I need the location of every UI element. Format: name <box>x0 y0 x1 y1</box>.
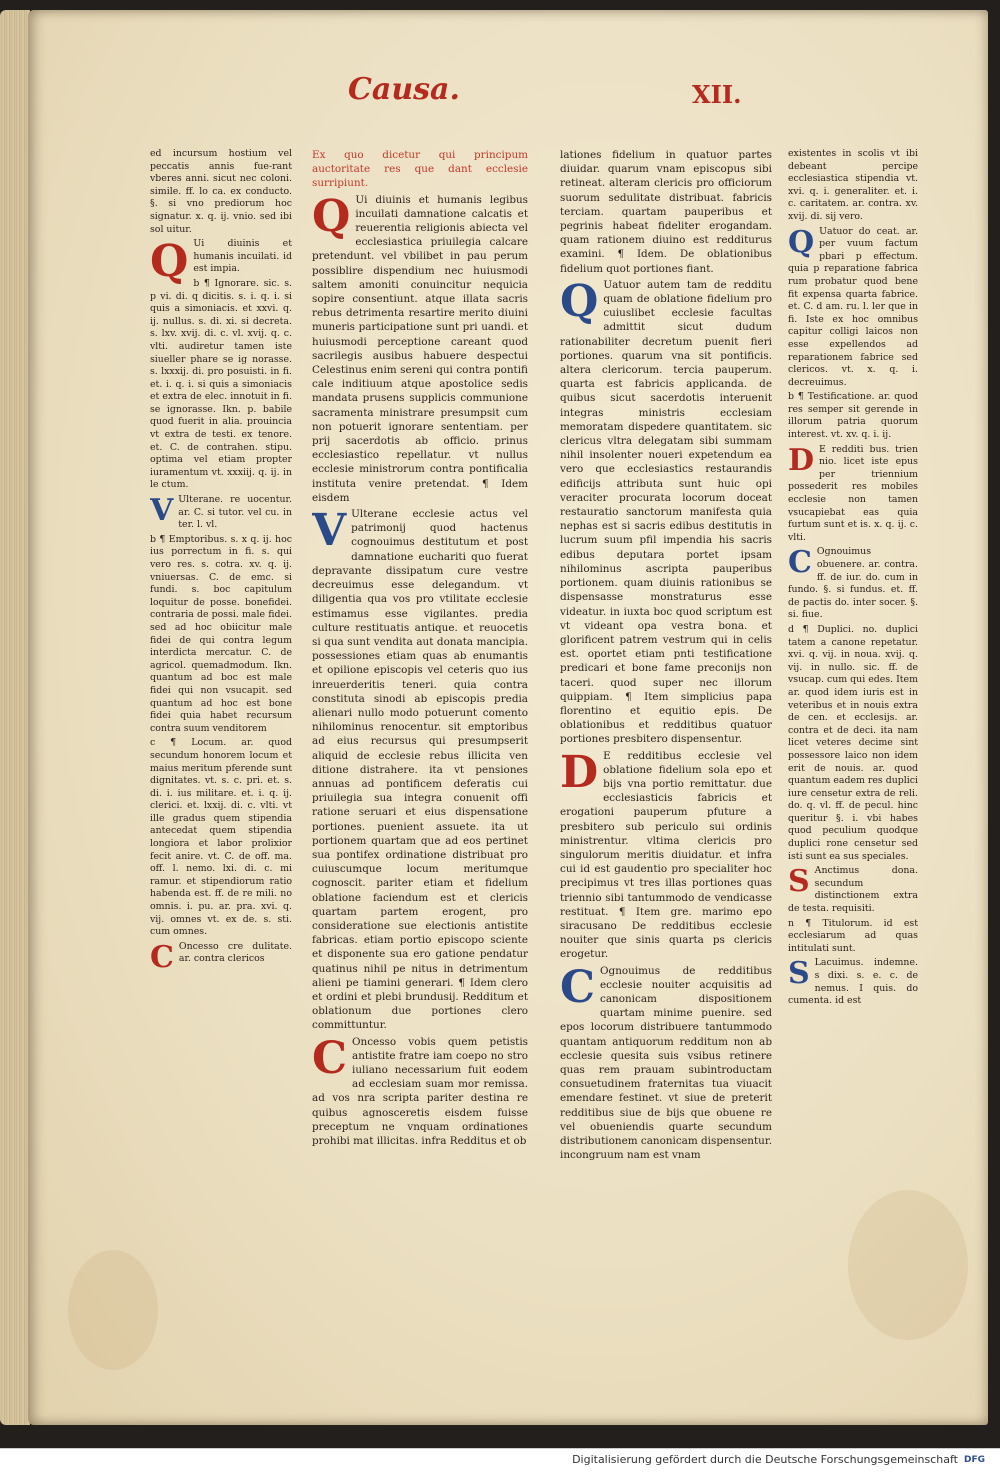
text-paragraph: D E redditibus ecclesie vel oblatione fidelium sola epo et bijs vna portio remittatur. due ecclesiasticis fabricis et erogationi pauperum pfuture a presbitero sub periculo sui ordinis ministrentur. vltima clericis pro singulorum meritis diuidatur. et infra cui id est gaudentio pro specialiter hoc precipimus vt tres illas portiones quas triennio sibi tantummodo de vendicasse restituat. ¶ Item gre. marimo epo siracusano De redditibus ecclesie nouiter que sinis quarta ps clericis erogetur. <box>560 746 772 961</box>
decorated-initial: C <box>788 545 812 581</box>
text-column-main-right <box>560 148 772 1198</box>
text-paragraph: lationes fidelium in quatuor partes diuidar. quarum vnam episcopus sibi retineat. alteram clericis pro officiorum suorum sedulitate distribuat. fabricis terciam. quartam pauperibus et pegrinis habeat fideliter erogandam. quam rationem diuino est redditurus examini. ¶ Idem. De oblationibus fidelium quot portiones fiant. <box>560 149 772 275</box>
gloss-paragraph: b ¶ Testificatione. ar. quod res semper sit gerende in illorum patria quorum interest. vt. xv. q. i. ij. <box>788 391 918 441</box>
decorated-initial: V <box>150 493 174 529</box>
footer-credit: Digitalisierung gefördert durch die Deutsche Forschungsgemeinschaft <box>572 1453 958 1466</box>
gloss-column-left <box>150 148 292 1203</box>
gloss-paragraph: existentes in scolis vt ibi debeant percipe ecclesiastica stipendia vt. xvi. q. i. generaliter. et. i. c. caritatem. ar. contra. xv. xvij. di. sij vero. <box>788 148 918 222</box>
gloss-paragraph: Q Uatuor do ceat. ar. per vuum factum pbari p effectum. quia p reparatione fabrica rum probatur quod bene fit expensa quarta fabrice. et. C. d am. ru. l. ler que in fi. Iste ex hoc omnibus capitur colligi laicos non esse expellendos ad reparationem fabrice sed clericos. vt. x. q. i. decreuimus. <box>788 224 918 388</box>
page-edge <box>0 10 30 1425</box>
gloss-paragraph: n ¶ Titulorum. id est ecclesiarum ad quas intitulati sunt. <box>788 917 918 954</box>
decorated-initial: D <box>560 746 599 798</box>
gloss-paragraph: b ¶ Emptoribus. s. x q. ij. hoc ius porrectum in fi. s. qui vero res. s. cotra. xv. q. ij. vniuersas. C. de emc. si fundi. s. boc capitulum loquitur de posse. bonefidei. contraria de possi. male fidei. sed ad hoc obiicitur male fidei de qui contra legum interdicta mercatur. C. de agricol. quemadmodum. Ikn. quantum ad boc est male fidei qui non vsucapit. sed quantum ad hoc est bone fidei quia habet recursum contra suum venditorem <box>150 533 292 734</box>
gloss-paragraph: b ¶ Ignorare. sic. s. p vi. di. q dicitis. s. i. q. i. si quis a simoniacis. et xxvi. q. ij. nullus. s. di. xi. si decreta. s. lxv. xvij. di. c. vl. xvij. q. c. vlti. audiretur tamen iste siueller phare se ig norasse. s. lxxxij. di. pro posuisti. in fi. et. i. q. i. si quis a simoniacis et extra de elec. innotuit in fi. se ignorasse. Ikn. p. babile quod fuerit in alia. prouincia vt extra de testi. ex tenore. et. C. de contrahen. stipu. optima vel etiam propter iuramentum vt. xxxiij. q. ij. in le ctum. <box>150 277 292 491</box>
text-paragraph: Q Ui diuinis et humanis legibus incuilati damnatione calcatis et reuerentia religionis abiecta vel ecclesiastica priuilegia calcare pretendunt. vel vbilibet in pau perum possiblire dispendium nec huiusmodi saltem amoniti conuincitur nequicia sopire consentiunt. atque illata sacris rebus detrimenta resartire merito diuini muneris participatione sunt pri uandi. et huiusmodi perceptione careant quod sacrilegis ausibus habuere despectui Celestinus enim sereni qui contra pontifi cale inditiuum atque apostolice sedis mandata prusens supplicis communione sacramenta ministrare presumpsit cum non potuerit ignorare sententiam. per prij sacerdotis ab officio. prinus ecclesiastico repellatur. vt nullus ecclesie ministrorum contra pontificalia instituta venire pretendat. ¶ Idem eisdem <box>312 190 528 504</box>
gloss-paragraph: c ¶ Locum. ar. quod secundum honorem locum et maius meritum pferende sunt dignitates. vt. s. c. pri. et. s. di. i. ius militare. et. i. q. ij. clerici. et. lxxij. di. c. vlti. vt ille gradus quem stipendia antecedat quem stipendia longiora et labor prolixior fecit anire. vt. C. de off. ma. off. l. nemo. lxi. di. c. mi ramur. et stipendiorum ratio habenda est. ff. de re mili. no omnis. i. pu. ar. pra. xvi. q. vij. omnes vt. ex de. s. sti. cum omnes. <box>150 737 292 938</box>
decorated-initial: S <box>788 864 810 900</box>
gloss-paragraph: S Lacuimus. indemne. s dixi. s. e. c. de nemus. I quis. do cumenta. id est <box>788 956 918 1007</box>
paper-stain <box>848 1190 968 1340</box>
gloss-paragraph: ed incursum hostium vel peccatis annis fue-rant vberes anni. sicut nec coloni. simile. ff. lo ca. ex conducto. §. si vno prediorum hoc signatur. x. q. ij. vnio. sed ibi sol uitur. <box>150 148 292 235</box>
decorated-initial: C <box>560 961 596 1013</box>
decorated-initial: Q <box>150 236 189 288</box>
gloss-paragraph: V Ulterane. re uocentur. ar. C. si tutor. vel cu. in ter. l. vl. <box>150 493 292 531</box>
decorated-initial: C <box>150 939 174 975</box>
gloss-paragraph: C Ognouimus obuenere. ar. contra. ff. de iur. do. cum in fundo. §. si fundus. et. ff. de pactis do. inter socer. §. si. fiue. <box>788 545 918 621</box>
gloss-paragraph: C Oncesso cre dulitate. ar. contra clericos <box>150 939 292 975</box>
gloss-column-right <box>788 148 918 1203</box>
running-head-causa: Causa. <box>348 72 460 107</box>
paper-stain <box>68 1250 158 1370</box>
decorated-initial: D <box>788 442 815 478</box>
dfg-logo-icon: DFG <box>964 1455 986 1465</box>
gloss-paragraph: D E redditi bus. trien nio. licet iste epus per triennium possederit res mobiles ecclesie non tamen vsucapiebat eas quia furtum sunt et is. x. q. ij. c. vlti. <box>788 442 918 543</box>
gloss-paragraph: S Anctimus dona. secundum distinctionem extra de testa. requisiti. <box>788 864 918 915</box>
rubric: Ex quo dicetur qui principum auctoritate res que dant ecclesie surripiunt. <box>312 149 528 190</box>
footer-bar <box>0 1448 1000 1472</box>
decorated-initial: C <box>312 1032 348 1084</box>
running-head-number: XII. <box>692 80 742 109</box>
decorated-initial: V <box>312 505 347 557</box>
gloss-paragraph: Q Ui diuinis et humanis incuilati. id est impia. <box>150 236 292 288</box>
decorated-initial: Q <box>312 190 351 242</box>
text-column-main-left <box>312 148 528 1198</box>
gloss-paragraph: d ¶ Duplici. no. duplici tatem a canone repetatur. xvi. q. vij. in noua. xvij. q. vij. in nullo. sic. ff. de vsucap. cum qui edes. Item ar. quod idem iuris est in veteribus et in nouis extra de cen. et ecclesijs. ar. contra et de deci. ita nam licet veteres decime sint possessore laico non idem erit de nouis. ar. quod quantum eadem res duplici iure censetur extra de reli. do. q. vl. ff. de pecul. hinc queritur §. i. vbi habes quod peculium quodque duplici rone censetur sed isti sunt ea sus speciales. <box>788 623 918 862</box>
text-paragraph: C Oncesso vobis quem petistis antistite fratre iam coepo no stro iuliano necessarium fuit eodem ad ecclesiam suam mor remissa. ad vos nra scripta pariter destina re quibus agnosceretis eisdem fuisse preceptum ne vnquam ordinationes prohibi mat illicitas. infra Redditus et ob <box>312 1032 528 1148</box>
decorated-initial: S <box>788 956 810 992</box>
decorated-initial: Q <box>788 224 815 260</box>
text-paragraph: V Ulterane ecclesie actus vel patrimonij quod hactenus cognouimus destitutum et post damnatione euchariti quo fuerat depravante dissipatum cure vestre decreuimus esse delegandum. vt diligentia qua vos pro vtilitate ecclesie estimamus esse vigilantes. predia culture restituatis antique. et reuocetis si qua sunt vendita aut donata mancipia. possessiones etiam quas ab enumantis et opilione episcopis vel ceteris quo ius inreuerderitis teneri. quia contra constituta sinodi ab episcopis predia alienari nullo modo potuerunt comento nihilominus renocentur. sit emptoribus ad eius recursus qui presumpserit aliquid de ecclesie rebus illicita ven ditione distrahere. ita vt pensiones annuas ad pontificem deferatis cui priuilegia sua integra conuenit offi ratione seruari et eius dispensatione portiones. puenient assuete. ita ut portionem quartam que ad eos pertinet sua pontifex ordinatione distribuat pro cuiuscumque locum meritumque cognoscit. pariter etiam et fidelium oblatione faciendum est et clericis quartam partem erogent, pro consideratione sue electionis antistite fabricas. etiam portio episcopo sciente et disponente sua ero gatione pendatur quatinus nihil pe nitus in detrimentum alieni pe tiamini generari. ¶ Idem clero et ordini et plebi brundusij. Redditum et oblationum due portiones clero committuntur. <box>312 505 528 1032</box>
text-paragraph: C Ognouimus de redditibus ecclesie nouiter acquisitis ad canonicam dispositionem quartam minime puenire. sed epos locorum distribuere tantummodo quantam antiquorum redditum non ab ecclesie quesita suis vsibus retinere quas rem prauam subintroductam consuetudinem fraternitas tua viuacit emendare festinet. vt siue de preterit redditibus siue de bijs que obuene re vel obueniendis quarte secundum distributionem canonicam dispensentur. incongruum nam est vnam <box>560 961 772 1162</box>
decorated-initial: Q <box>560 275 599 327</box>
text-paragraph: Q Uatuor autem tam de redditu quam de oblatione fidelium pro cuiuslibet ecclesie facultas admittit sicut dudum rationabiliter decretum puenit fieri portiones. quarum vna sit pontificis. altera clericorum. tercia pauperum. quarta est fabricis applicanda. de quibus sicut sacerdotis interuenit integras ministris ecclesiam memoratam dispedere quantitatem. sic clericus vltra delegatam sibi summam nihil insolenter noueri expetendum ea vero que ecclesiastics restaurandis edificijs attributa sunt huic opi veraciter procurata locorum doceat restauratio sanctorum manifesta quia nephas est si sacris edibus destitutis in lucrum suum pfil impendia his sacris edibus deputara portet ipsam nihilominus ascripta pauperibus portionem. quam diuinis rationibus se dispensasse monstraturus esse videatur. in iuxta boc quod scriptum est vt videant opa vestra bona. et glorificent patrem vestrum qui in celis est. oportet etiam pnti testificatione predicari et bone fame preconijs non taceri. quod super nec illorum quippiam. ¶ Item simplicius papa florentino et equitio epis. De oblationibus et redditibus quatuor portiones presbitero dispensentur. <box>560 275 772 746</box>
